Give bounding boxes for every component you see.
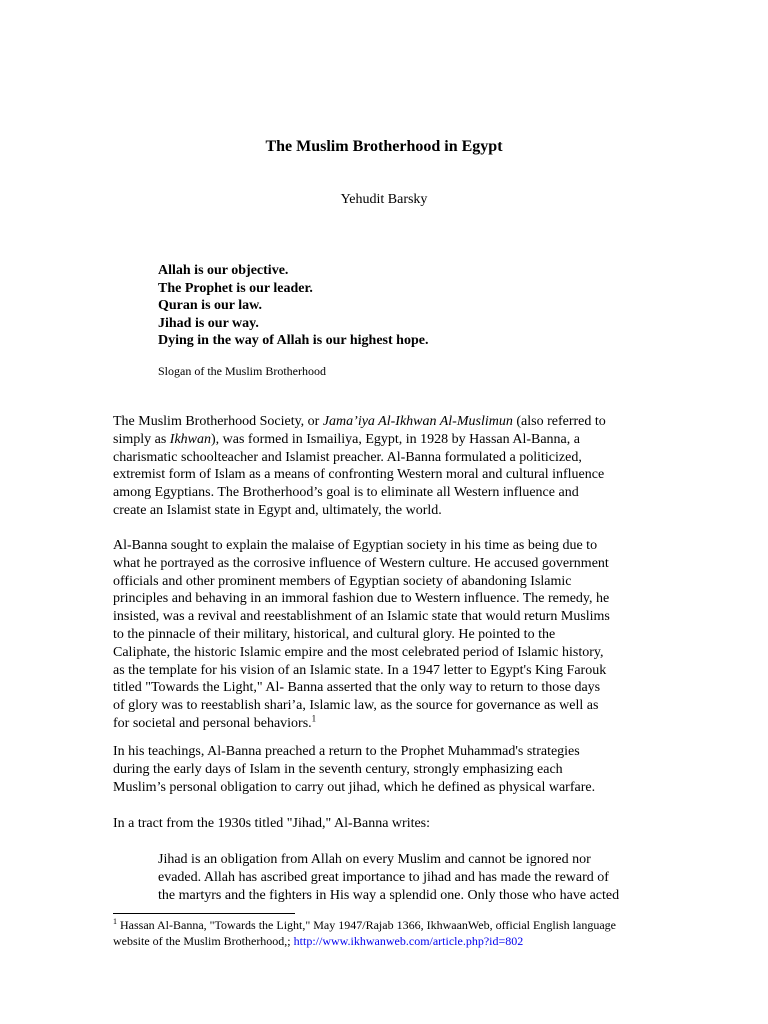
paragraph-line: Caliphate, the historic Islamic empire and the most celebrated period of Islamic history,	[113, 644, 604, 660]
slogan-line: Dying in the way of Allah is our highest hope.	[158, 333, 429, 349]
slogan-line: Jihad is our way.	[158, 315, 259, 331]
footnote-link[interactable]: http://www.ikhwanweb.com/article.php?id=802	[293, 933, 524, 948]
footnote-number: 1	[113, 917, 117, 926]
paragraph-line: officials and other prominent members of Egyptian society of abandoning Islamic	[113, 573, 572, 589]
paragraph-line: what he portrayed as the corrosive influence of Western culture. He accused government	[113, 555, 609, 571]
paragraph-line: during the early days of Islam in the seventh century, strongly emphasizing each	[113, 761, 563, 777]
paragraph-line	[113, 715, 658, 733]
paragraph-line: In his teachings, Al-Banna preached a return to the Prophet Muhammad's strategies	[113, 744, 580, 759]
paragraph-line	[113, 413, 658, 431]
quote-line: the martyrs and the fighters in His way a splendid one. Only those who have acted	[158, 887, 620, 903]
text-run: website of the Muslim Brotherhood,;	[113, 933, 294, 948]
paragraph-line: Muslim’s personal obligation to carry out jihad, which he defined as physical warfare.	[113, 779, 596, 795]
paragraph-line: insisted, was a revival and reestablishment of an Islamic state that would return Muslims	[113, 609, 610, 625]
paragraph	[113, 743, 658, 796]
paragraph-line	[113, 431, 658, 449]
paragraph	[113, 815, 658, 833]
paragraph-line: of glory was to reestablish shari’a, Islamic law, as the source for governance as well as	[113, 698, 599, 714]
slogan-line: The Prophet is our leader.	[158, 280, 313, 296]
text-run: ), was formed in Ismailiya, Egypt, in 1928 by Hassan Al-Banna, a	[211, 431, 580, 447]
italic-term: Ikhwan	[169, 431, 211, 447]
slogan-line: Quran is our law.	[158, 298, 262, 314]
document-author: Yehudit Barsky	[340, 192, 428, 207]
document-title: The Muslim Brotherhood in Egypt	[265, 138, 503, 155]
paragraph-line: among Egyptians. The Brotherhood’s goal is to eliminate all Western influence and	[113, 485, 579, 501]
quote-line: evaded. Allah has ascribed great importance to jihad and has made the reward of	[158, 869, 609, 885]
paragraph	[113, 413, 658, 520]
text-run: simply as	[113, 431, 170, 447]
quote-line: Jihad is an obligation from Allah on every Muslim and cannot be ignored nor	[158, 852, 591, 867]
block-quote	[158, 851, 678, 904]
slogan-block	[158, 262, 678, 350]
slogan-line: Allah is our objective.	[158, 263, 289, 278]
footnote-reference[interactable]: 1	[311, 713, 317, 724]
paragraph-line: Al-Banna sought to explain the malaise of Egyptian society in his time as being due to	[113, 538, 598, 553]
paragraph-line: In a tract from the 1930s titled "Jihad," Al-Banna writes:	[113, 816, 431, 831]
text-run: Hassan Al-Banna, "Towards the Light," May 1947/Rajab 1366, IkhwaanWeb, official English language	[117, 918, 616, 932]
footnote	[113, 918, 673, 949]
paragraph-line: principles and behaving in an immoral fashion due to Western influence. The remedy, he	[113, 591, 610, 607]
paragraph	[113, 537, 658, 733]
text-run: The Muslim Brotherhood Society, or	[113, 414, 323, 429]
paragraph-line: charismatic schoolteacher and Islamist preacher. Al-Banna formulated a politicized,	[113, 449, 582, 465]
text-run: for societal and personal behaviors.	[113, 715, 312, 731]
paragraph-line: extremist form of Islam as a means of confronting Western moral and cultural influence	[113, 467, 605, 483]
footnote-divider	[113, 913, 295, 914]
paragraph-line: as the template for his vision of an Islamic state. In a 1947 letter to Egypt's King Farouk	[113, 662, 607, 678]
slogan-caption: Slogan of the Muslim Brotherhood	[158, 364, 326, 378]
paragraph-line: to the pinnacle of their military, historical, and cultural glory. He pointed to the	[113, 626, 556, 642]
footnote-line	[113, 918, 673, 934]
paragraph-line: create an Islamist state in Egypt and, ultimately, the world.	[113, 502, 442, 518]
italic-term: Jama’iya Al-Ikhwan Al-Muslimun	[322, 414, 513, 429]
paragraph-line: titled "Towards the Light," Al- Banna asserted that the only way to return to those days	[113, 680, 601, 696]
text-run: (also referred to	[512, 414, 606, 429]
footnote-line	[113, 934, 673, 950]
